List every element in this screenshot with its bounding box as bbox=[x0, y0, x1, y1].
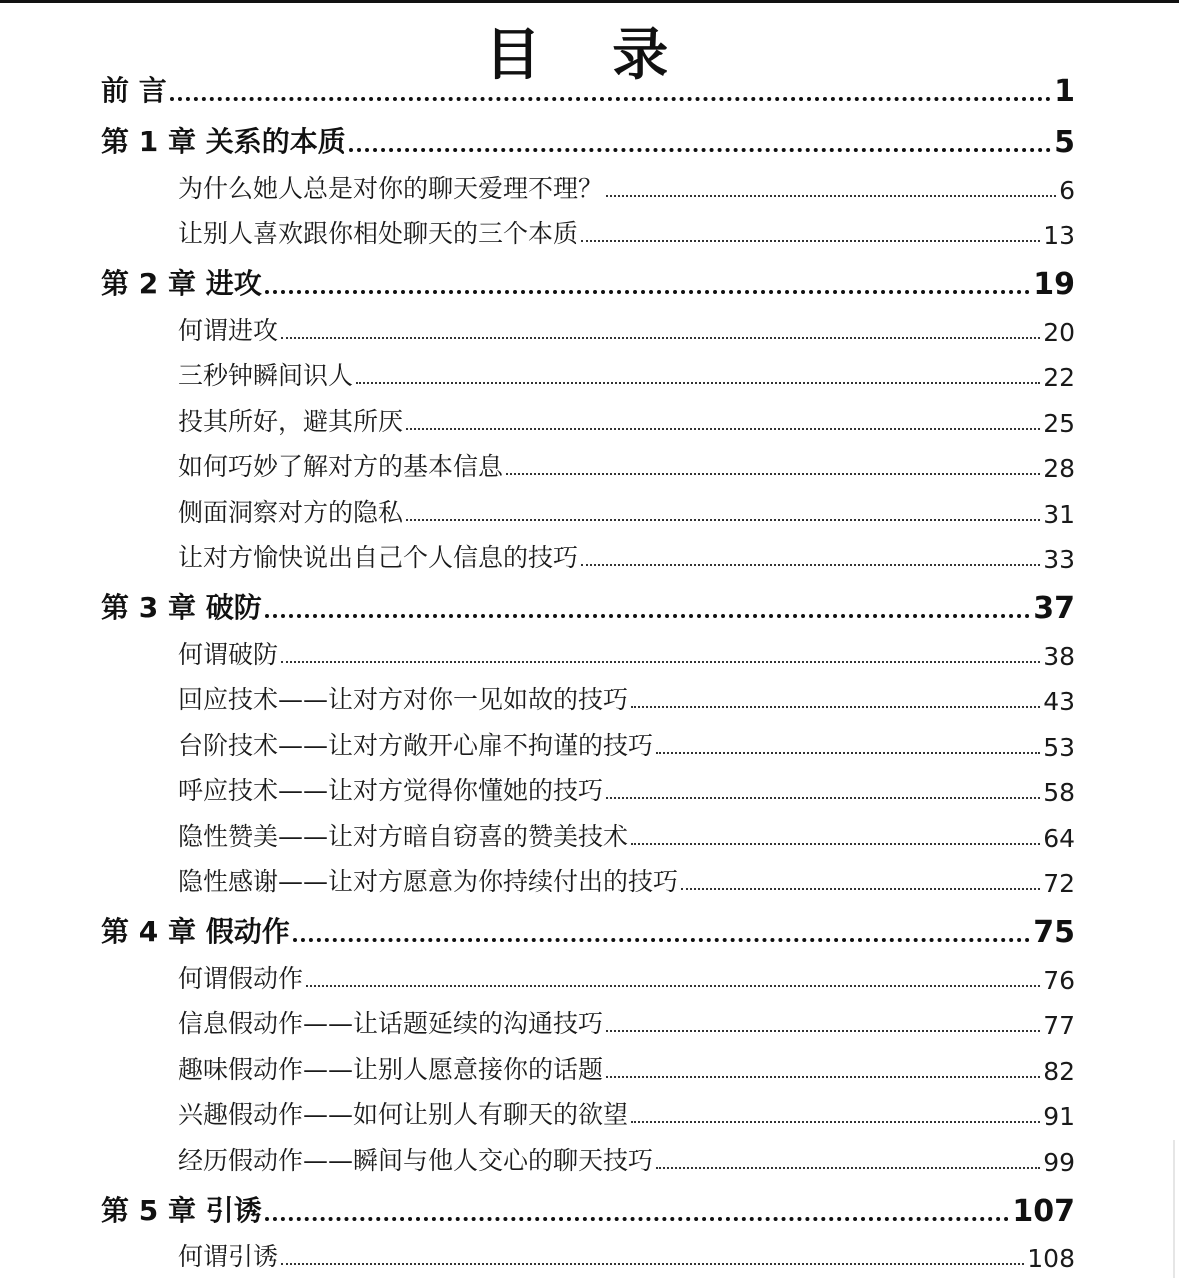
toc-entry-title: 何谓破防 bbox=[178, 639, 279, 669]
toc-section-entry bbox=[0, 769, 1179, 815]
dot-leader bbox=[265, 614, 1031, 618]
dot-leader bbox=[265, 290, 1031, 294]
toc-entry-title: 经历假动作——瞬间与他人交心的聊天技巧 bbox=[178, 1145, 654, 1175]
toc-entry-title: 投其所好，避其所厌 bbox=[178, 406, 404, 436]
toc-page-number: 37 bbox=[1033, 591, 1075, 626]
toc-entry-title: 趣味假动作——让别人愿意接你的话题 bbox=[178, 1054, 604, 1084]
toc-section-entry bbox=[0, 399, 1179, 445]
toc-entry-title: 侧面洞察对方的隐私 bbox=[178, 497, 404, 527]
dot-leader bbox=[606, 1076, 1040, 1078]
dot-leader bbox=[506, 473, 1040, 475]
toc-chapter-entry bbox=[0, 905, 1179, 956]
toc-page-number: 28 bbox=[1043, 454, 1075, 483]
dot-leader bbox=[606, 797, 1040, 799]
toc-chapter-entry bbox=[0, 257, 1179, 308]
toc-chapter-entry bbox=[0, 1184, 1179, 1235]
toc-entry-title: 呼应技术——让对方觉得你懂她的技巧 bbox=[178, 776, 604, 805]
dot-leader bbox=[606, 195, 1056, 197]
toc-section-entry bbox=[0, 1002, 1179, 1048]
dot-leader bbox=[406, 519, 1040, 521]
toc-section-entry bbox=[0, 1047, 1179, 1093]
toc-page-number: 99 bbox=[1043, 1147, 1075, 1177]
toc-section-entry bbox=[0, 1093, 1179, 1139]
toc-page-number: 82 bbox=[1043, 1056, 1075, 1086]
toc-page-number: 91 bbox=[1043, 1102, 1075, 1131]
toc-page-number: 53 bbox=[1043, 732, 1075, 762]
toc-page-number: 25 bbox=[1043, 408, 1075, 438]
toc-page-number: 43 bbox=[1043, 687, 1075, 716]
toc-section-entry bbox=[0, 1138, 1179, 1184]
dot-leader bbox=[656, 1167, 1040, 1169]
dot-leader bbox=[281, 661, 1040, 663]
dot-leader bbox=[293, 938, 1031, 942]
toc-entry-title: 兴趣假动作——如何让别人有聊天的欲望 bbox=[178, 1100, 629, 1129]
dot-leader bbox=[406, 428, 1040, 430]
page-title: 目 录 bbox=[484, 23, 695, 88]
toc-page-number: 33 bbox=[1043, 545, 1075, 574]
dot-leader bbox=[631, 706, 1040, 708]
toc-entry-title: 何谓假动作 bbox=[178, 963, 304, 993]
toc-entry-title: 第 5 章 引诱 bbox=[101, 1193, 262, 1227]
dot-leader bbox=[170, 97, 1051, 101]
toc-page-number: 72 bbox=[1043, 869, 1075, 898]
dot-leader bbox=[281, 1263, 1024, 1265]
table-of-contents bbox=[0, 64, 1179, 1278]
dot-leader bbox=[606, 1030, 1040, 1032]
dot-leader bbox=[281, 337, 1040, 339]
toc-section-entry bbox=[0, 678, 1179, 724]
toc-section-entry bbox=[0, 1235, 1179, 1278]
toc-page-number: 108 bbox=[1027, 1244, 1075, 1273]
toc-entry-title: 让别人喜欢跟你相处聊天的三个本质 bbox=[178, 219, 579, 248]
toc-entry-title: 隐性感谢——让对方愿意为你持续付出的技巧 bbox=[178, 867, 679, 896]
dot-leader bbox=[631, 843, 1040, 845]
toc-chapter-entry bbox=[0, 115, 1179, 166]
toc-entry-title: 第 4 章 假动作 bbox=[101, 915, 290, 948]
dot-leader bbox=[581, 240, 1040, 242]
toc-section-entry bbox=[0, 860, 1179, 906]
toc-section-entry bbox=[0, 956, 1179, 1002]
toc-page-number: 58 bbox=[1043, 778, 1075, 807]
toc-section-entry bbox=[0, 632, 1179, 678]
toc-page-number: 5 bbox=[1054, 125, 1075, 160]
toc-chapter-entry bbox=[0, 64, 1179, 115]
toc-section-entry bbox=[0, 536, 1179, 582]
toc-entry-title: 三秒钟瞬间识人 bbox=[178, 361, 354, 390]
toc-entry-title: 隐性赞美——让对方暗自窃喜的赞美技术 bbox=[178, 821, 629, 851]
toc-section-entry bbox=[0, 490, 1179, 536]
toc-page-number: 20 bbox=[1043, 317, 1075, 347]
dot-leader bbox=[265, 1217, 1010, 1221]
toc-page-number: 107 bbox=[1012, 1193, 1075, 1229]
top-border-line bbox=[0, 0, 1179, 3]
dot-leader bbox=[581, 564, 1040, 566]
dot-leader bbox=[681, 888, 1040, 890]
toc-entry-title: 第 2 章 进攻 bbox=[101, 267, 262, 300]
toc-page-number: 76 bbox=[1043, 965, 1075, 995]
dot-leader bbox=[356, 382, 1040, 384]
toc-page-number: 19 bbox=[1033, 267, 1075, 302]
toc-chapter-entry bbox=[0, 581, 1179, 632]
toc-section-entry bbox=[0, 308, 1179, 354]
toc-page-number: 75 bbox=[1033, 915, 1075, 950]
toc-entry-title: 前 言 bbox=[101, 74, 167, 107]
toc-entry-title: 如何巧妙了解对方的基本信息 bbox=[178, 452, 504, 481]
toc-entry-title: 何谓进攻 bbox=[178, 315, 279, 345]
toc-page-number: 77 bbox=[1043, 1011, 1075, 1040]
toc-page-number: 31 bbox=[1043, 499, 1075, 529]
toc-entry-title: 何谓引诱 bbox=[178, 1242, 279, 1271]
toc-section-entry bbox=[0, 212, 1179, 258]
toc-entry-title: 第 3 章 破防 bbox=[101, 591, 262, 624]
dot-leader bbox=[656, 752, 1040, 754]
toc-page-number: 13 bbox=[1043, 221, 1075, 250]
toc-page-number: 22 bbox=[1043, 363, 1075, 392]
toc-entry-title: 台阶技术——让对方敞开心扉不拘谨的技巧 bbox=[178, 730, 654, 760]
toc-entry-title: 让对方愉快说出自己个人信息的技巧 bbox=[178, 543, 579, 572]
toc-page-number: 1 bbox=[1054, 74, 1075, 109]
toc-page-number: 64 bbox=[1043, 823, 1075, 853]
toc-page-number: 6 bbox=[1059, 175, 1075, 205]
toc-section-entry bbox=[0, 166, 1179, 212]
toc-page-number: 38 bbox=[1043, 641, 1075, 671]
toc-entry-title: 第 1 章 关系的本质 bbox=[101, 125, 346, 158]
dot-leader bbox=[349, 148, 1051, 152]
dot-leader bbox=[306, 985, 1040, 987]
dot-leader bbox=[631, 1121, 1040, 1123]
toc-section-entry bbox=[0, 723, 1179, 769]
toc-section-entry bbox=[0, 814, 1179, 860]
toc-entry-title: 为什么她人总是对你的聊天爱理不理？ bbox=[178, 173, 604, 203]
toc-section-entry bbox=[0, 445, 1179, 491]
toc-entry-title: 回应技术——让对方对你一见如故的技巧 bbox=[178, 685, 629, 714]
toc-section-entry bbox=[0, 354, 1179, 400]
page-edge-shadow bbox=[1173, 1140, 1175, 1278]
toc-entry-title: 信息假动作——让话题延续的沟通技巧 bbox=[178, 1009, 604, 1038]
